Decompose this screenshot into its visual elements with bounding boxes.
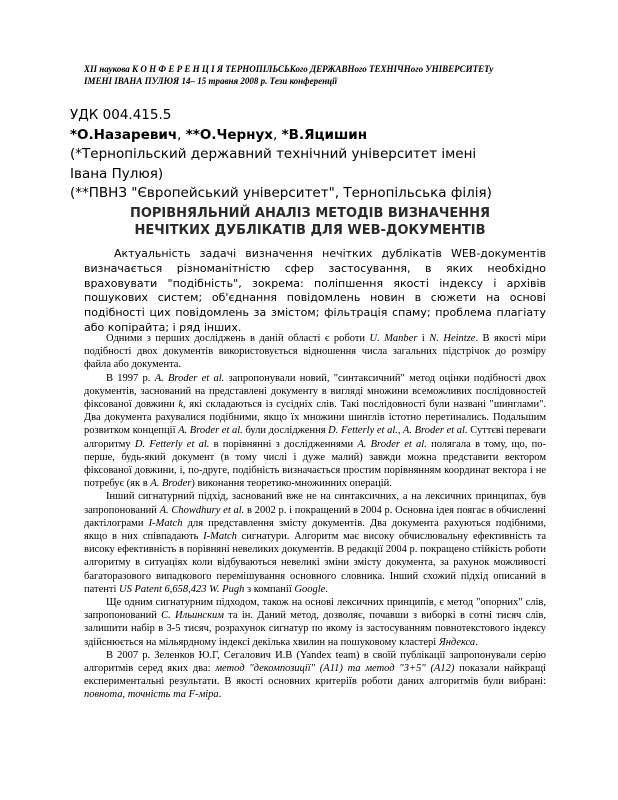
affiliation-line-3: (**ПВНЗ "Європейський університет", Тернопільська філія) (70, 185, 492, 201)
conference-header-line-2: ІМЕНІ ІВАНА ПУЛЮЯ 14– 15 травня 2008 р. Тези конференції (84, 76, 338, 86)
author-separator: , (273, 126, 282, 143)
author-2: **О.Чернух (185, 126, 274, 143)
conference-header-line-1: XII наукова К О Н Ф Е Р Е Н Ц І Я ТЕРНОПІЛЬСЬКого ДЕРЖАВНого ТЕХНІЧНого УНІВЕРСИТЕТу (84, 64, 494, 74)
body-paragraph-2: В 1997 р. A. Broder et al. запропонували новий, "синтаксичний" метод оцінки подібності двох документів, заснований на представлені документу в вигляді множини всеможливих послідовностей фіксованої довжини k, які складаються із сусідніх слів. Такі послідовності були названі "шинглами". Два документа рахувалися подібними, якщо їх множини шинглів істотно перетинались. Подальшим розвитком концепції A. Broder et al. були дослідження D. Fetterly et al., A. Broder et al. Суттєві переваги алгоритму D. Fetterly et al. в порівнянні з дослідженнями A. Broder et al. полягала в тому, що, по-перше, будь-який документ (в тому числі і дуже малий) завжди можна представити вектором фіксованої довжини, і, по-друге, подібність визначається простим порівнянням координат вектора і не потребує (як в A. Broder) виконання теоретико-множинних операцій. (84, 372, 547, 490)
body-paragraph-5: В 2007 р. Зеленков Ю.Г, Сегалович И.В (Yandex team) в своїй публікації запропонували серію алгоритмів серед яких два: метод "декомпозиції" (А11) та метод "3+5" (А12) показали найкращі експериментальні результати. В якості основних критеріїв роботи даних алгоритмів були вибрані: повнота, точність та F-міра. (84, 649, 546, 701)
body-paragraph-1: Одними з перших досліджень в даній області є роботи U. Manber і N. Heintze. В якості міри подібності двох документів використовується відношення числа загальних підстрічок до розміру файла або документа. (84, 333, 547, 371)
affiliation-line-1: (*Тернопільский державний технічний університет імені (70, 146, 477, 162)
author-1: *О.Назаревич (70, 126, 178, 143)
udk-code: УДК 004.415.5 (70, 107, 172, 123)
abstract (84, 247, 546, 336)
conference-header (84, 63, 544, 87)
body-paragraph-4: Ще одним сигнатурним підходом, також на основі лексичних принципів, є метод "опорних" слів, запропонований С. Ильинским та ін. Даний метод, дозволяє, почавши з виборкі в сотні тисяч слів, залишити набір в 3-5 тисяч, розрахунок сигнатур по якому із застосуванням повнотекстового індексу здійснюється на мільярдному індексі декілька хвилин на пошуковому кластері Яндекса. (84, 597, 546, 648)
affiliation-line-2: Івана Пулюя) (70, 165, 164, 182)
body-paragraph-3: Інший сигнатурний підхід, заснований вже не на синтаксичних, а на лексичних принципах, був запропонований A. Chowdhury et al. в 2002 р. і покращений в 2004 р. Основна ідея поягає в обчисленні дактілограми I-Match для представлення змісту документів. Два документа рахуються подібними, якщо в них співпадають I-Match сигнатури. Алгоритм має високу обчислювальну ефективність та високу ефективність в порівняні невеликих документів. В редакції 2004 р. покращено стійкість роботи алгоритму в ситуаціях коли відбуваються невеликі зміни змісту документа, за рахунок можливості багаторазового випадкового перемішування основного словника. Інший схожий підхід описаний в патенті US Patent 6,658,423 W. Pugh з компанії Google. (84, 491, 546, 595)
paper-title-line-2: НЕЧІТКИХ ДУБЛІКАТІВ ДЛЯ WEB-ДОКУМЕНТІВ (134, 223, 486, 238)
paper-title (70, 205, 550, 239)
author-3: *В.Яцишин (281, 126, 368, 143)
author-separator: , (177, 126, 186, 143)
article-meta (70, 106, 550, 204)
paper-title-line-1: ПОРІВНЯЛЬНИЙ АНАЛІЗ МЕТОДІВ ВИЗНАЧЕННЯ (129, 206, 491, 221)
body-text (84, 332, 546, 702)
author-list (70, 126, 550, 146)
abstract-text: Актуальність задачі визначення нечітких дублікатів WEB-документів визначається різноманітністю сфер застосування, в яких необхідно враховувати "подібність", зокрема: поліпшення якості індексу і архівів пошукових систем; об'єднання повідомлень новин в сюжети на основі подібності цих повідомлень за змістом; фільтрація спаму; проблема плагіату або копірайта; і ряд інших. (84, 247, 546, 334)
